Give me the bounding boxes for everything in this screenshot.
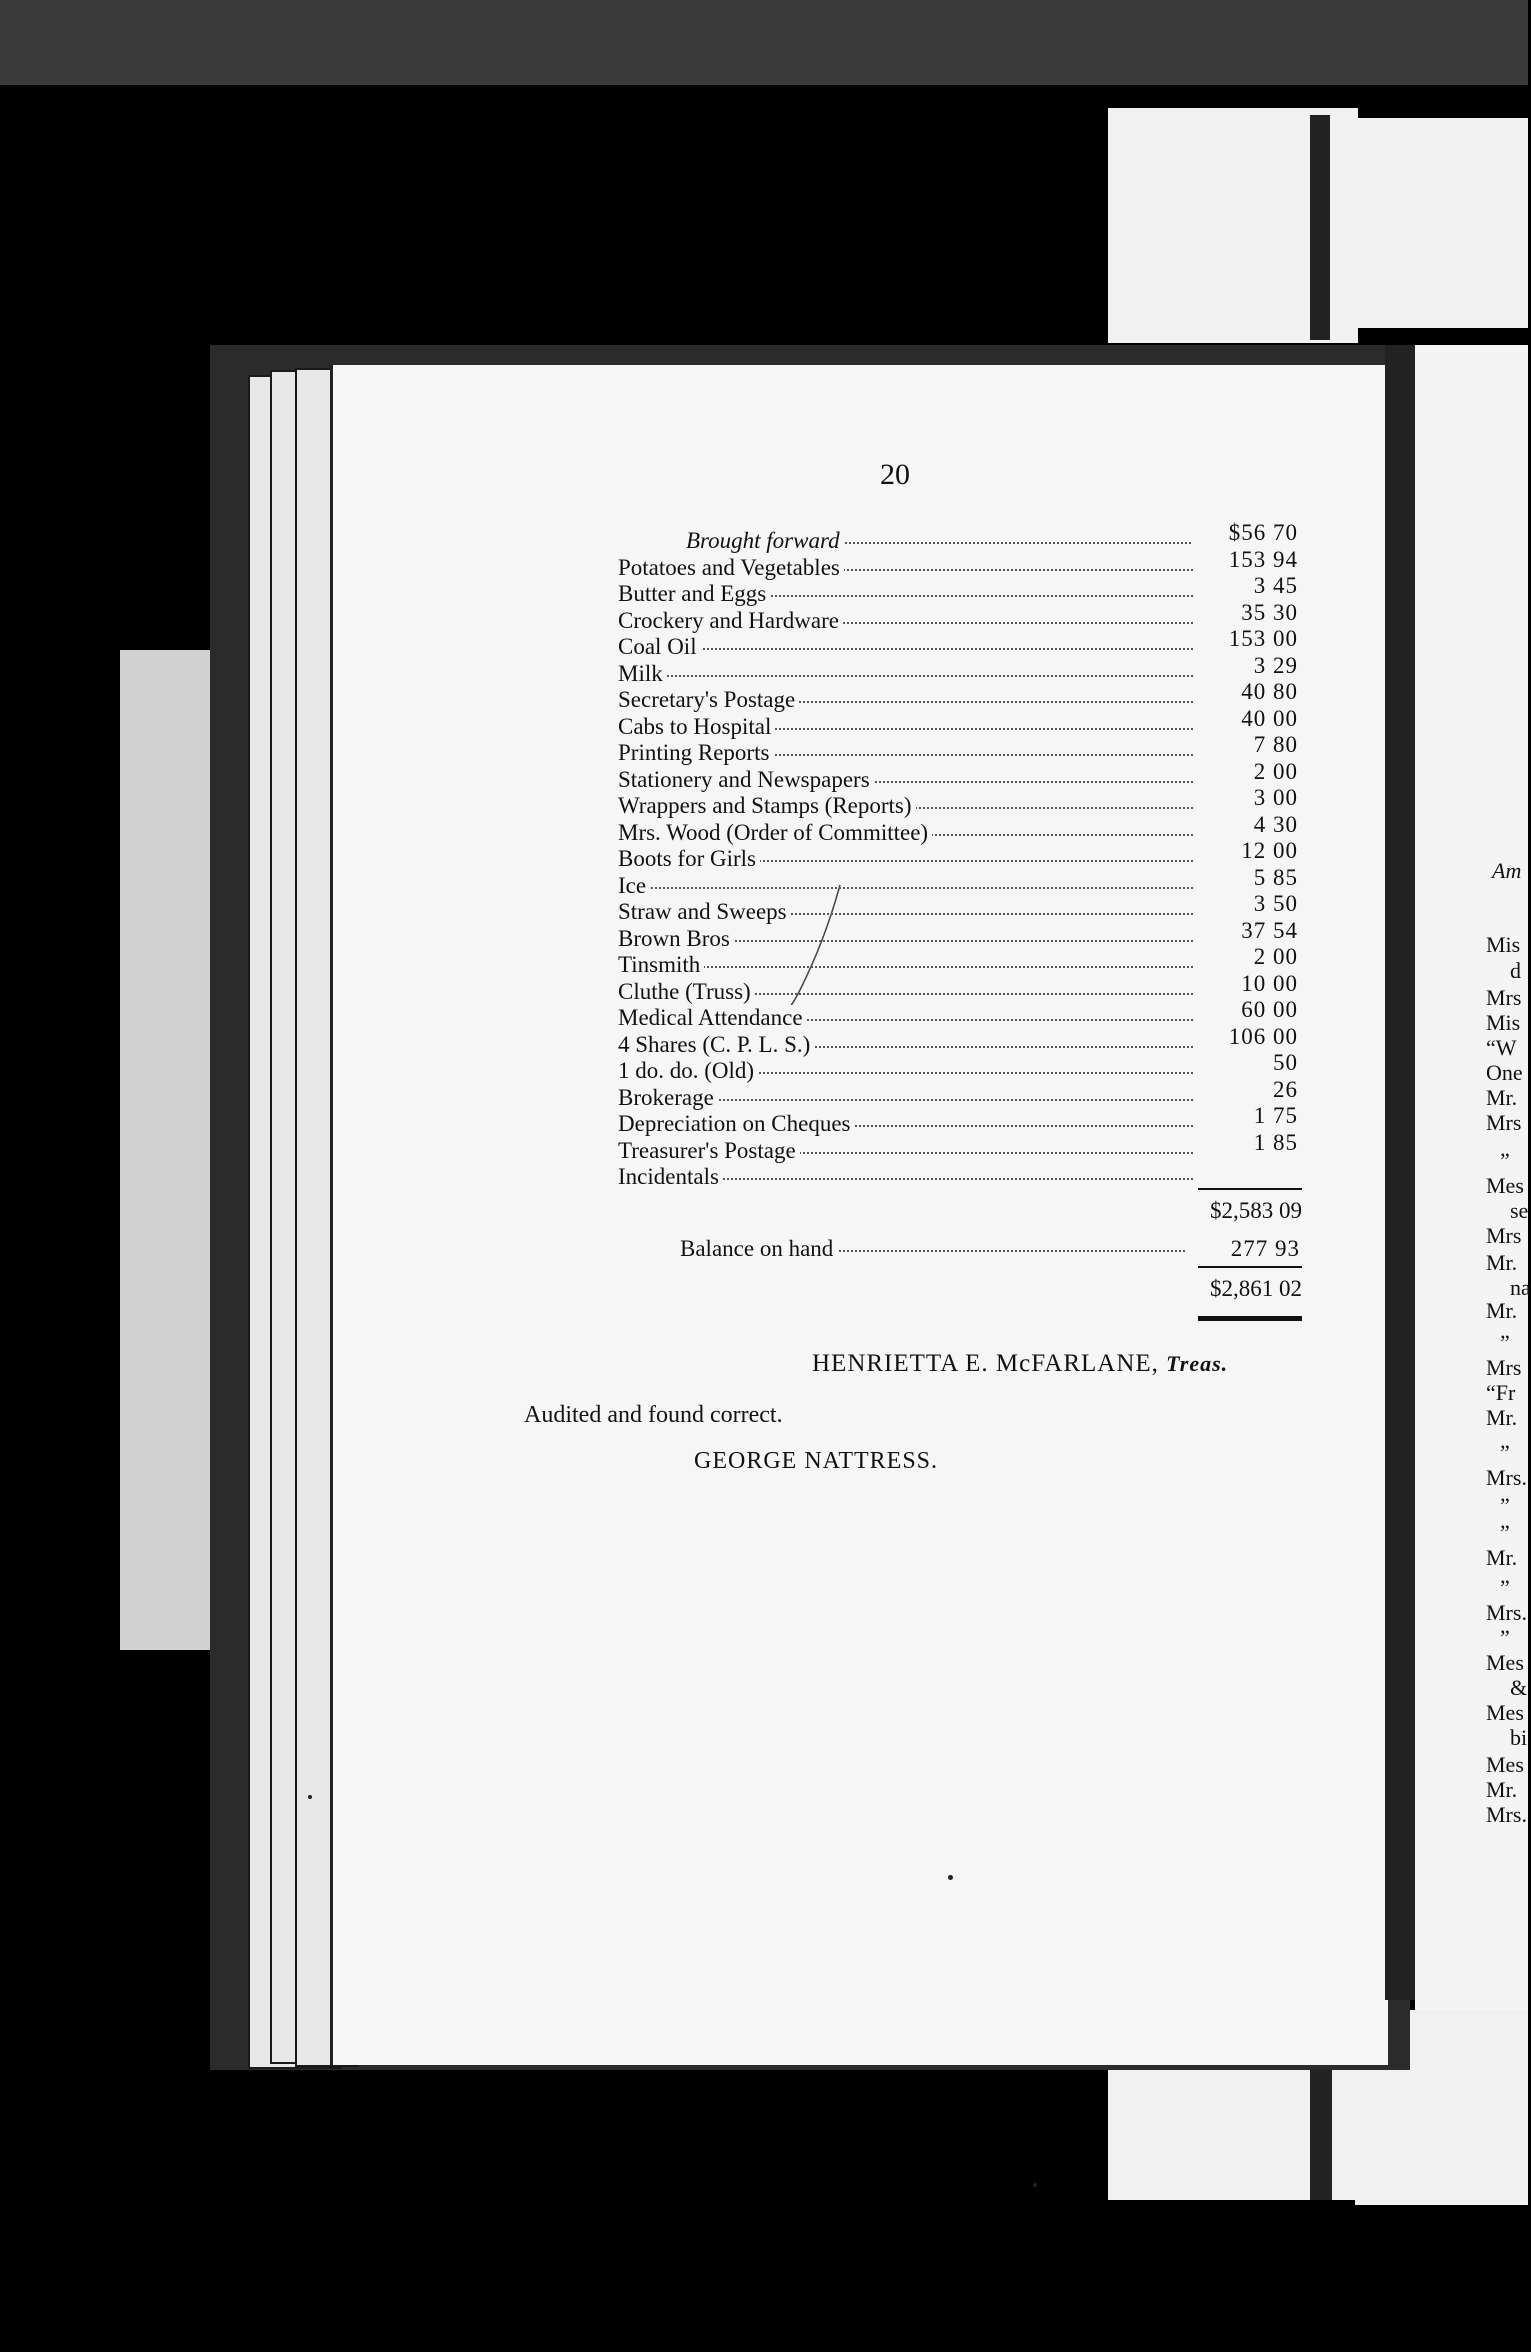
- facing-page-fragment: “Fr: [1486, 1380, 1516, 1405]
- dotted-leader: [618, 675, 1193, 677]
- facing-page-fragment: Mr.: [1486, 1298, 1518, 1323]
- ledger-item-amount: 3 45: [1253, 573, 1298, 598]
- treasurer-name: HENRIETTA E. McFARLANE,: [812, 1350, 1159, 1377]
- facing-page-fragment: “W: [1486, 1035, 1517, 1060]
- ledger-row: [618, 1129, 1298, 1164]
- total-rule: [1198, 1266, 1302, 1268]
- facing-page-fragment: bi: [1510, 1725, 1528, 1750]
- facing-page-fragment: ”: [1500, 1493, 1510, 1518]
- facing-page-fragment: Mr.: [1486, 1250, 1518, 1275]
- ledger-item-label: Treasurer's Postage: [618, 1138, 800, 1164]
- facing-page-fragment: ”: [1500, 1440, 1510, 1465]
- ledger-item-amount: 40 00: [1241, 705, 1298, 731]
- ledger-item-amount: 60 00: [1241, 997, 1298, 1022]
- facing-page-fragment: Mrs: [1486, 985, 1522, 1010]
- audit-statement: Audited and found correct.: [524, 1402, 783, 1428]
- ledger-item-amount: 1 85: [1253, 1129, 1298, 1155]
- facing-page-fragment: ”: [1500, 1575, 1510, 1600]
- subtotal-amount: $2,583 09: [1210, 1198, 1302, 1223]
- facing-page-fragment: ”: [1500, 1330, 1510, 1355]
- facing-page-fragment: Mes: [1486, 1650, 1524, 1675]
- ledger-item-label: Coal Oil: [618, 634, 701, 660]
- ledger-item-amount: 4 30: [1253, 811, 1298, 837]
- ledger-item-label: Straw and Sweeps: [618, 899, 791, 925]
- facing-page-fragment: Mr.: [1486, 1777, 1518, 1802]
- treasurer-title: Treas.: [1166, 1351, 1229, 1376]
- facing-page-fragment: d: [1510, 958, 1521, 983]
- ledger-row: [618, 1164, 1298, 1190]
- balance-row: [680, 1236, 1300, 1264]
- facing-page-fragment: Mis: [1486, 932, 1521, 957]
- ledger-item-label: Brought forward: [686, 528, 844, 554]
- ledger-item-label: Boots for Girls: [618, 846, 760, 872]
- facing-page-fragment: Mr.: [1486, 1405, 1518, 1430]
- subtotal-rule: [1198, 1188, 1302, 1190]
- facing-page-fragment: Mrs.: [1486, 1802, 1527, 1827]
- paper-speck: [1033, 2183, 1037, 2187]
- ledger-item-label: Cluthe (Truss): [618, 979, 755, 1005]
- ledger-item-amount: 153 00: [1228, 626, 1298, 651]
- ledger-item-label: 4 Shares (C. P. L. S.): [618, 1032, 814, 1058]
- ledger-item-amount: 3 29: [1253, 652, 1298, 678]
- facing-page-fragment: Mrs: [1486, 1355, 1522, 1380]
- facing-page-fragment: Mrs: [1486, 1110, 1522, 1135]
- paper-speck: [308, 1795, 312, 1799]
- facing-page-fragment: na: [1510, 1275, 1531, 1300]
- ledger-item-amount: 40 80: [1241, 679, 1298, 704]
- facing-page-fragment: ”: [1500, 1625, 1510, 1650]
- ledger-item-amount: 50: [1273, 1050, 1298, 1075]
- dotted-leader: [618, 887, 1193, 889]
- ledger-item-amount: 12 00: [1241, 838, 1298, 863]
- ledger-item-label: Potatoes and Vegetables: [618, 555, 844, 581]
- ledger-item-label: Incidentals: [618, 1164, 723, 1190]
- ledger-item-amount: 26: [1273, 1076, 1298, 1102]
- dotted-leader: [618, 648, 1193, 650]
- ledger-item-label: Depreciation on Cheques: [618, 1111, 854, 1137]
- facing-page-fragment: Mis: [1486, 1010, 1521, 1035]
- ledger-item-label: Brokerage: [618, 1085, 718, 1111]
- book-gutter: [1385, 345, 1415, 2000]
- auditor-name: GEORGE NATTRESS.: [694, 1448, 939, 1474]
- ledger-item-label: Printing Reports: [618, 740, 773, 766]
- ledger-item-label: Medical Attendance: [618, 1005, 807, 1031]
- ledger-item-amount: 37 54: [1241, 917, 1298, 943]
- ledger-item-amount: 2 00: [1253, 944, 1298, 969]
- facing-page-fragment: Mes: [1486, 1752, 1524, 1777]
- upper-strip-binding: [1310, 115, 1330, 340]
- ledger-item-label: Tinsmith: [618, 952, 704, 978]
- facing-page-fragment: se: [1510, 1198, 1529, 1223]
- treasurer-signature: [812, 1350, 1228, 1378]
- ledger-item-label: 1 do. do. (Old): [618, 1058, 758, 1084]
- ledger-item-amount: 7 80: [1253, 732, 1298, 757]
- ledger-item-label: Mrs. Wood (Order of Committee): [618, 820, 932, 846]
- balance-label: Balance on hand: [680, 1236, 837, 1262]
- ledger-item-label: Milk: [618, 661, 667, 687]
- ledger-item-label: Crockery and Hardware: [618, 608, 843, 634]
- ledger-item-amount: 1 75: [1253, 1103, 1298, 1128]
- ledger-item-label: Secretary's Postage: [618, 687, 799, 713]
- ledger-item-amount: 2 00: [1253, 758, 1298, 784]
- facing-page-fragment: ”: [1500, 1148, 1510, 1173]
- double-rule: [1198, 1316, 1302, 1321]
- ledger-item-amount: 10 00: [1241, 970, 1298, 996]
- ledger-item-amount: 153 94: [1228, 546, 1298, 572]
- facing-page-fragment: Mr.: [1486, 1085, 1518, 1110]
- ledger-item-label: Brown Bros: [618, 926, 734, 952]
- facing-page-fragment: ”: [1500, 1520, 1510, 1545]
- facing-page-fragment: Mrs.: [1486, 1600, 1527, 1625]
- facing-page-fragment: Mr.: [1486, 1545, 1518, 1570]
- ledger-item-label: Butter and Eggs: [618, 581, 770, 607]
- ledger-item-amount: 106 00: [1228, 1023, 1298, 1049]
- ledger-item-label: Ice: [618, 873, 650, 899]
- facing-page-fragment: Mes: [1486, 1700, 1524, 1725]
- facing-page-fragment: Mrs.: [1486, 1465, 1527, 1490]
- top-background-band: [0, 0, 1528, 85]
- ledger-item-amount: 3 50: [1253, 891, 1298, 916]
- facing-page-fragment: &: [1510, 1675, 1528, 1700]
- facing-page-fragment: Am: [1492, 858, 1522, 883]
- ledger-item-amount: 35 30: [1241, 599, 1298, 625]
- facing-page-fragment: One: [1486, 1060, 1523, 1085]
- ledger-item-amount: $56 70: [1228, 520, 1298, 545]
- ledger-item-amount: 3 00: [1253, 785, 1298, 810]
- page-number: 20: [880, 458, 910, 491]
- balance-amount: 277 93: [1230, 1236, 1300, 1261]
- paper-speck: [948, 1875, 953, 1880]
- upper-right-strip: [1355, 118, 1528, 328]
- ledger-item-label: Stationery and Newspapers: [618, 767, 874, 793]
- facing-page-fragment: Mes: [1486, 1173, 1524, 1198]
- ledger-item-label: Cabs to Hospital: [618, 714, 775, 740]
- facing-page-fragment: Mrs: [1486, 1223, 1522, 1248]
- ledger-item-label: Wrappers and Stamps (Reports): [618, 793, 916, 819]
- ledger-item-amount: 5 85: [1253, 864, 1298, 890]
- grand-total-amount: $2,861 02: [1210, 1276, 1302, 1301]
